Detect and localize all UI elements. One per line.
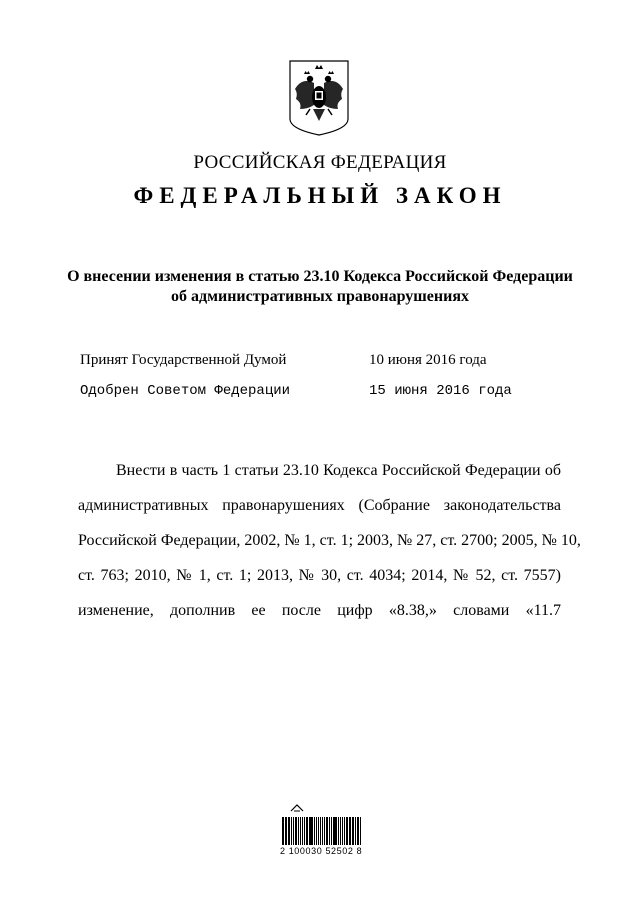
law-title — [60, 267, 580, 307]
coat-of-arms-icon — [288, 59, 350, 137]
body-line: административных правонарушениях (Собрание законодательства — [78, 497, 561, 514]
council-approval-label: Одобрен Советом Федерации — [80, 383, 291, 399]
duma-adoption-label: Принят Государственной Думой — [80, 352, 287, 368]
body-line: Внести в часть 1 статьи 23.10 Кодекса Российской Федерации об — [116, 462, 561, 479]
barcode-number: 2 100030 52502 8 — [280, 846, 363, 856]
law-title-line: О внесении изменения в статью 23.10 Кодекса Российской Федерации — [67, 268, 573, 285]
council-approval-date: 15 июня 2016 года — [369, 383, 512, 399]
barcode-bars-icon — [282, 817, 362, 845]
barcode — [282, 803, 362, 858]
law-body-paragraph — [78, 453, 581, 628]
body-line: Российской Федерации, 2002, № 1, ст. 1; 2003, № 27, ст. 2700; 2005, № 10, — [78, 532, 581, 549]
law-title-line: об административных правонарушениях — [171, 288, 469, 305]
body-line: ст. 763; 2010, № 1, ст. 1; 2013, № 30, ст. 4034; 2014, № 52, ст. 7557) — [78, 567, 561, 584]
country-heading: РОССИЙСКАЯ ФЕДЕРАЦИЯ — [193, 152, 447, 173]
document-type-heading: ФЕДЕРАЛЬНЫЙ ЗАКОН — [133, 183, 507, 208]
barcode-mark-icon — [290, 803, 304, 813]
body-line: изменение, дополнив ее после цифр «8.38,» словами «11.7 — [78, 602, 561, 619]
duma-adoption-date: 10 июня 2016 года — [369, 352, 487, 368]
